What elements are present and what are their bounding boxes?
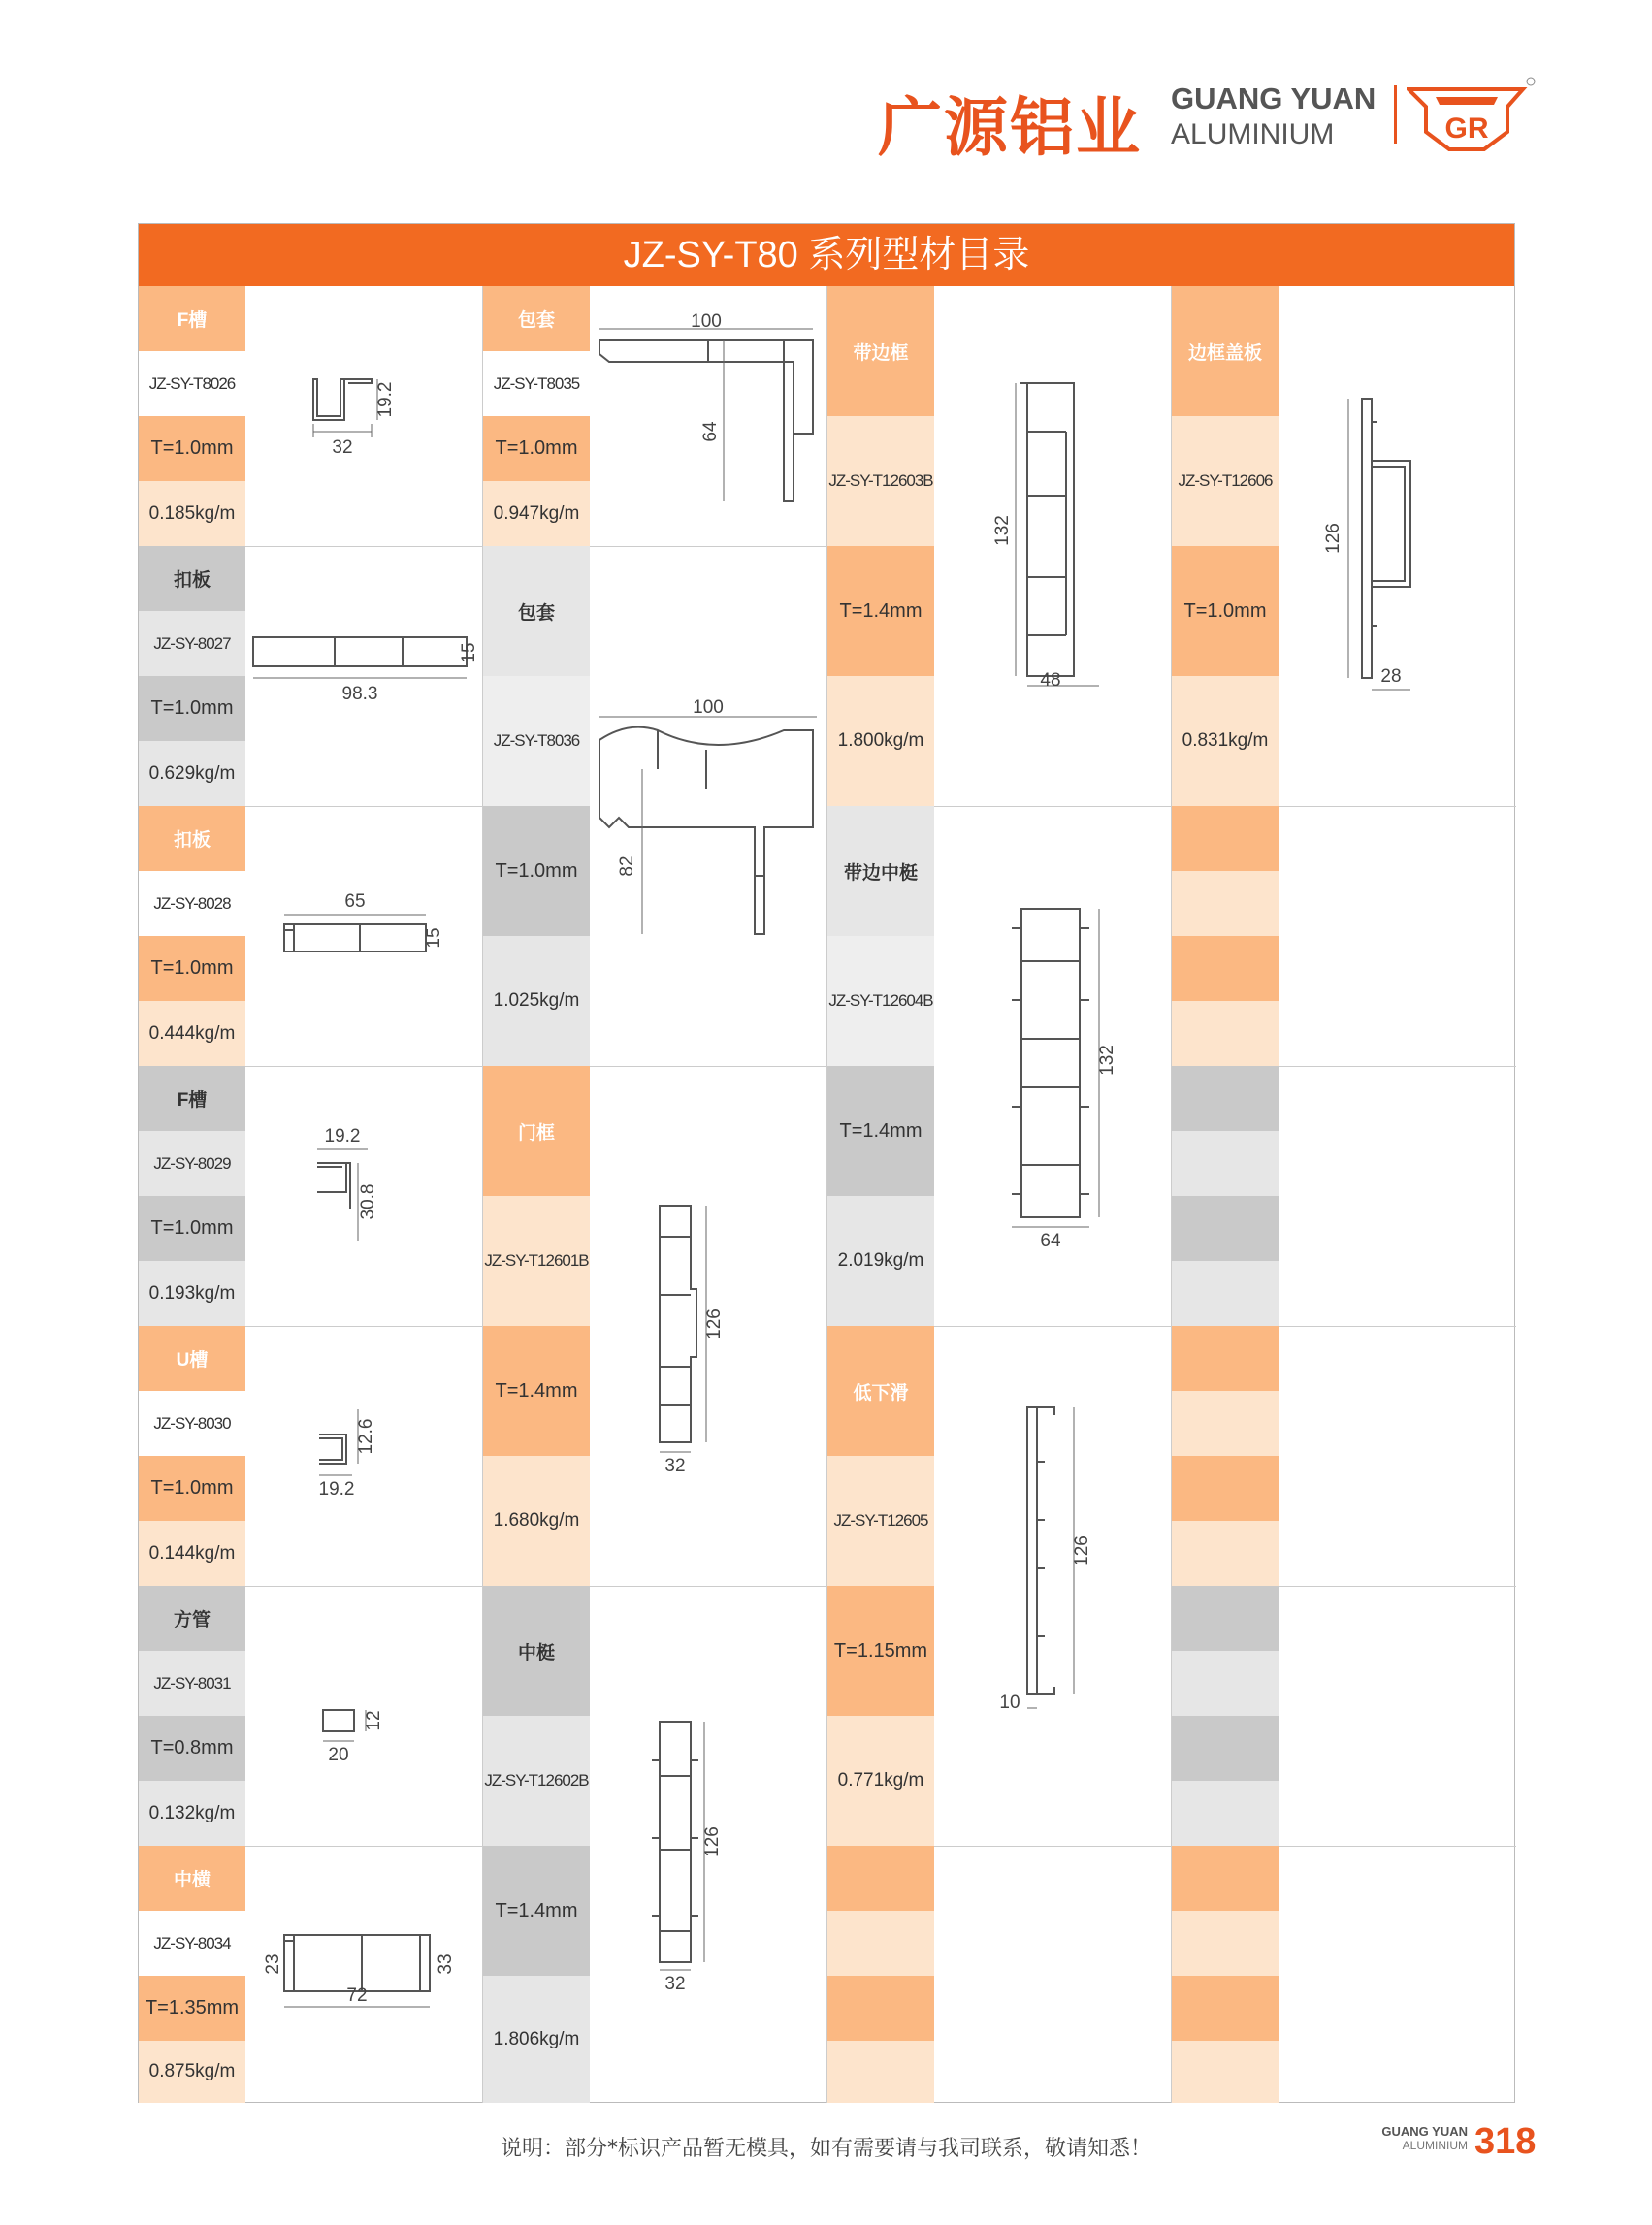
profile-drawing	[590, 546, 826, 1066]
item-code: JZ-SY-8030	[153, 1413, 231, 1433]
item-code: JZ-SY-8027	[139, 611, 245, 676]
dim-label: 30.8	[358, 1183, 378, 1220]
dim-label: 98.3	[341, 684, 378, 704]
item-code: JZ-SY-8031	[139, 1651, 245, 1716]
profile-drawing	[934, 286, 1171, 806]
dim-label: 64	[1040, 1231, 1061, 1251]
dim-label: 64	[700, 421, 721, 442]
dim-label: 126	[702, 1826, 723, 1857]
empty-cell	[1172, 1846, 1279, 1911]
empty-cell	[827, 1846, 934, 1911]
dim-label: 12.6	[356, 1418, 376, 1455]
empty-cell	[827, 1911, 934, 1976]
empty-cell	[1172, 1586, 1279, 1651]
empty-cell	[1172, 1781, 1279, 1846]
item-code: JZ-SY-8029	[139, 1131, 245, 1196]
item-weight: 0.875kg/m	[139, 2041, 245, 2103]
item-weight: 0.947kg/m	[483, 481, 590, 546]
dim-label: 126	[1072, 1535, 1092, 1566]
dim-label: 20	[328, 1745, 349, 1765]
item-thickness: T=1.35mm	[139, 1976, 245, 2041]
dim-label: 33	[436, 1953, 456, 1975]
empty-cell	[1172, 1131, 1279, 1196]
profile-drawing	[245, 546, 482, 806]
item-weight: 0.831kg/m	[1172, 676, 1279, 806]
dim-label: 65	[344, 891, 366, 912]
item-code: JZ-SY-T8026	[148, 373, 236, 393]
dim-label: 72	[346, 1985, 368, 2006]
profile-drawing	[245, 1326, 482, 1586]
empty-cell	[1172, 1066, 1279, 1131]
empty-cell	[827, 1976, 934, 2041]
dim-label: 19.2	[324, 1126, 361, 1146]
dim-label: 132	[992, 515, 1013, 546]
dim-label: 10	[999, 1693, 1020, 1713]
item-code: JZ-SY-T12602B	[483, 1716, 590, 1846]
dim-label: 126	[1323, 523, 1344, 554]
empty-cell	[1172, 1001, 1279, 1066]
item-code: JZ-SY-8034	[153, 1933, 231, 1952]
item-code: JZ-SY-T12605	[827, 1456, 934, 1586]
item-name: 扣板	[139, 806, 245, 871]
profile-drawing	[590, 1066, 826, 1586]
catalog-column-3	[827, 286, 1172, 2103]
item-name: 包套	[483, 546, 590, 676]
profile-drawing	[245, 286, 482, 546]
item-thickness: T=1.4mm	[483, 1846, 590, 1976]
dim-label: 32	[332, 437, 353, 458]
dim-label: 100	[691, 311, 722, 332]
footer-brand-line1: GUANG YUAN	[1381, 2124, 1468, 2139]
item-weight: 1.800kg/m	[827, 676, 934, 806]
empty-cell	[1172, 871, 1279, 936]
item-thickness: T=0.8mm	[139, 1716, 245, 1781]
item-thickness: T=1.0mm	[483, 416, 590, 481]
item-thickness: T=1.15mm	[827, 1586, 934, 1716]
dim-label: 12	[364, 1710, 384, 1731]
item-name: U槽	[139, 1326, 245, 1391]
brand-name-en-line1: GUANG YUAN	[1171, 81, 1377, 115]
catalog-title: JZ-SY-T80 系列型材目录	[139, 224, 1514, 286]
brand-name-cn: 广源铝业	[878, 90, 1142, 165]
item-weight: 0.444kg/m	[139, 1001, 245, 1066]
dim-label: 32	[664, 1974, 686, 1994]
empty-cell	[1172, 1651, 1279, 1716]
dim-label: 32	[664, 1456, 686, 1476]
item-name: 边框盖板	[1172, 286, 1279, 416]
item-weight: 1.680kg/m	[483, 1456, 590, 1586]
item-weight: 0.132kg/m	[139, 1781, 245, 1846]
item-name: F槽	[139, 286, 245, 351]
item-weight: 0.193kg/m	[139, 1261, 245, 1326]
item-thickness: T=1.0mm	[139, 1456, 245, 1521]
item-code: JZ-SY-T8036	[483, 676, 590, 806]
dim-label: 19.2	[375, 381, 396, 418]
dim-label: 28	[1380, 666, 1402, 687]
dim-label: 100	[693, 697, 724, 718]
item-name: 低下滑	[827, 1326, 934, 1456]
brand-separator	[1394, 85, 1397, 144]
item-code: JZ-SY-T12604B	[827, 936, 934, 1066]
item-weight: 0.629kg/m	[139, 741, 245, 806]
brand-emblem-icon	[1407, 76, 1542, 153]
dim-label: 23	[263, 1953, 283, 1975]
item-name: 门框	[483, 1066, 590, 1196]
empty-cell	[1172, 1391, 1279, 1456]
empty-cell	[1172, 1261, 1279, 1326]
empty-cell	[1172, 1911, 1279, 1976]
profile-drawing	[590, 1586, 826, 2103]
item-thickness: T=1.4mm	[827, 546, 934, 676]
item-thickness: T=1.0mm	[483, 806, 590, 936]
item-weight: 2.019kg/m	[827, 1196, 934, 1326]
item-name: 包套	[483, 286, 590, 351]
item-code: JZ-SY-8028	[153, 893, 231, 913]
item-weight: 1.806kg/m	[483, 1976, 590, 2103]
item-name: 带边中梃	[827, 806, 934, 936]
empty-cell	[1172, 1976, 1279, 2041]
empty-cell	[1172, 2041, 1279, 2103]
dim-label: 132	[1097, 1045, 1118, 1076]
empty-cell	[1172, 1456, 1279, 1521]
item-code: JZ-SY-T8035	[493, 373, 580, 393]
item-thickness: T=1.0mm	[139, 936, 245, 1001]
dim-label: 15	[424, 927, 444, 949]
profile-drawing	[245, 806, 482, 1066]
item-thickness: T=1.0mm	[139, 416, 245, 481]
empty-cell	[1172, 806, 1279, 871]
item-code: JZ-SY-T12603B	[827, 416, 934, 546]
item-name: 方管	[139, 1586, 245, 1651]
profile-drawing	[1279, 286, 1515, 806]
item-name: 带边框	[827, 286, 934, 416]
item-weight: 1.025kg/m	[483, 936, 590, 1066]
empty-cell	[1172, 1196, 1279, 1261]
profile-drawing	[934, 1326, 1171, 1846]
item-thickness: T=1.0mm	[139, 1196, 245, 1261]
item-name: 扣板	[139, 546, 245, 611]
brand-name-en-line2: ALUMINIUM	[1171, 118, 1335, 150]
dim-label: 19.2	[318, 1479, 355, 1499]
empty-cell	[1172, 936, 1279, 1001]
empty-cell	[1172, 1716, 1279, 1781]
catalog-column-4	[1172, 286, 1516, 2103]
empty-cell	[1172, 1521, 1279, 1586]
item-code: JZ-SY-T12601B	[483, 1196, 590, 1326]
brand-emblem-letters: GR	[1444, 113, 1489, 145]
footer-note: 说明：部分*标识产品暂无模具，如有需要请与我司联系，敬请知悉！	[500, 2137, 1151, 2161]
item-thickness: T=1.0mm	[139, 676, 245, 741]
profile-drawing	[245, 1586, 482, 1846]
dim-label: 15	[459, 642, 479, 663]
item-name: 中梃	[483, 1586, 590, 1716]
item-weight: 0.185kg/m	[139, 481, 245, 546]
catalog-column-2	[483, 286, 827, 2103]
item-name: F槽	[139, 1066, 245, 1131]
empty-cell	[827, 2041, 934, 2103]
footer-brand-line2: ALUMINIUM	[1402, 2139, 1468, 2152]
item-code: JZ-SY-T12606	[1172, 416, 1279, 546]
item-thickness: T=1.4mm	[827, 1066, 934, 1196]
dim-label: 48	[1040, 670, 1061, 691]
profile-catalog	[138, 223, 1515, 2103]
item-weight: 0.771kg/m	[827, 1716, 934, 1846]
catalog-column-1	[139, 286, 483, 2103]
footer-brand	[1376, 2124, 1468, 2152]
empty-cell	[1172, 1326, 1279, 1391]
profile-drawing	[934, 806, 1171, 1326]
item-thickness: T=1.0mm	[1172, 546, 1279, 676]
item-weight: 0.144kg/m	[139, 1521, 245, 1586]
profile-drawing	[245, 1846, 482, 2103]
profile-drawing	[245, 1066, 482, 1326]
item-thickness: T=1.4mm	[483, 1326, 590, 1456]
page-number: 318	[1474, 2121, 1537, 2162]
item-name: 中横	[139, 1846, 245, 1911]
dim-label: 126	[704, 1308, 725, 1339]
profile-drawing	[590, 286, 826, 546]
dim-label: 82	[617, 855, 637, 877]
